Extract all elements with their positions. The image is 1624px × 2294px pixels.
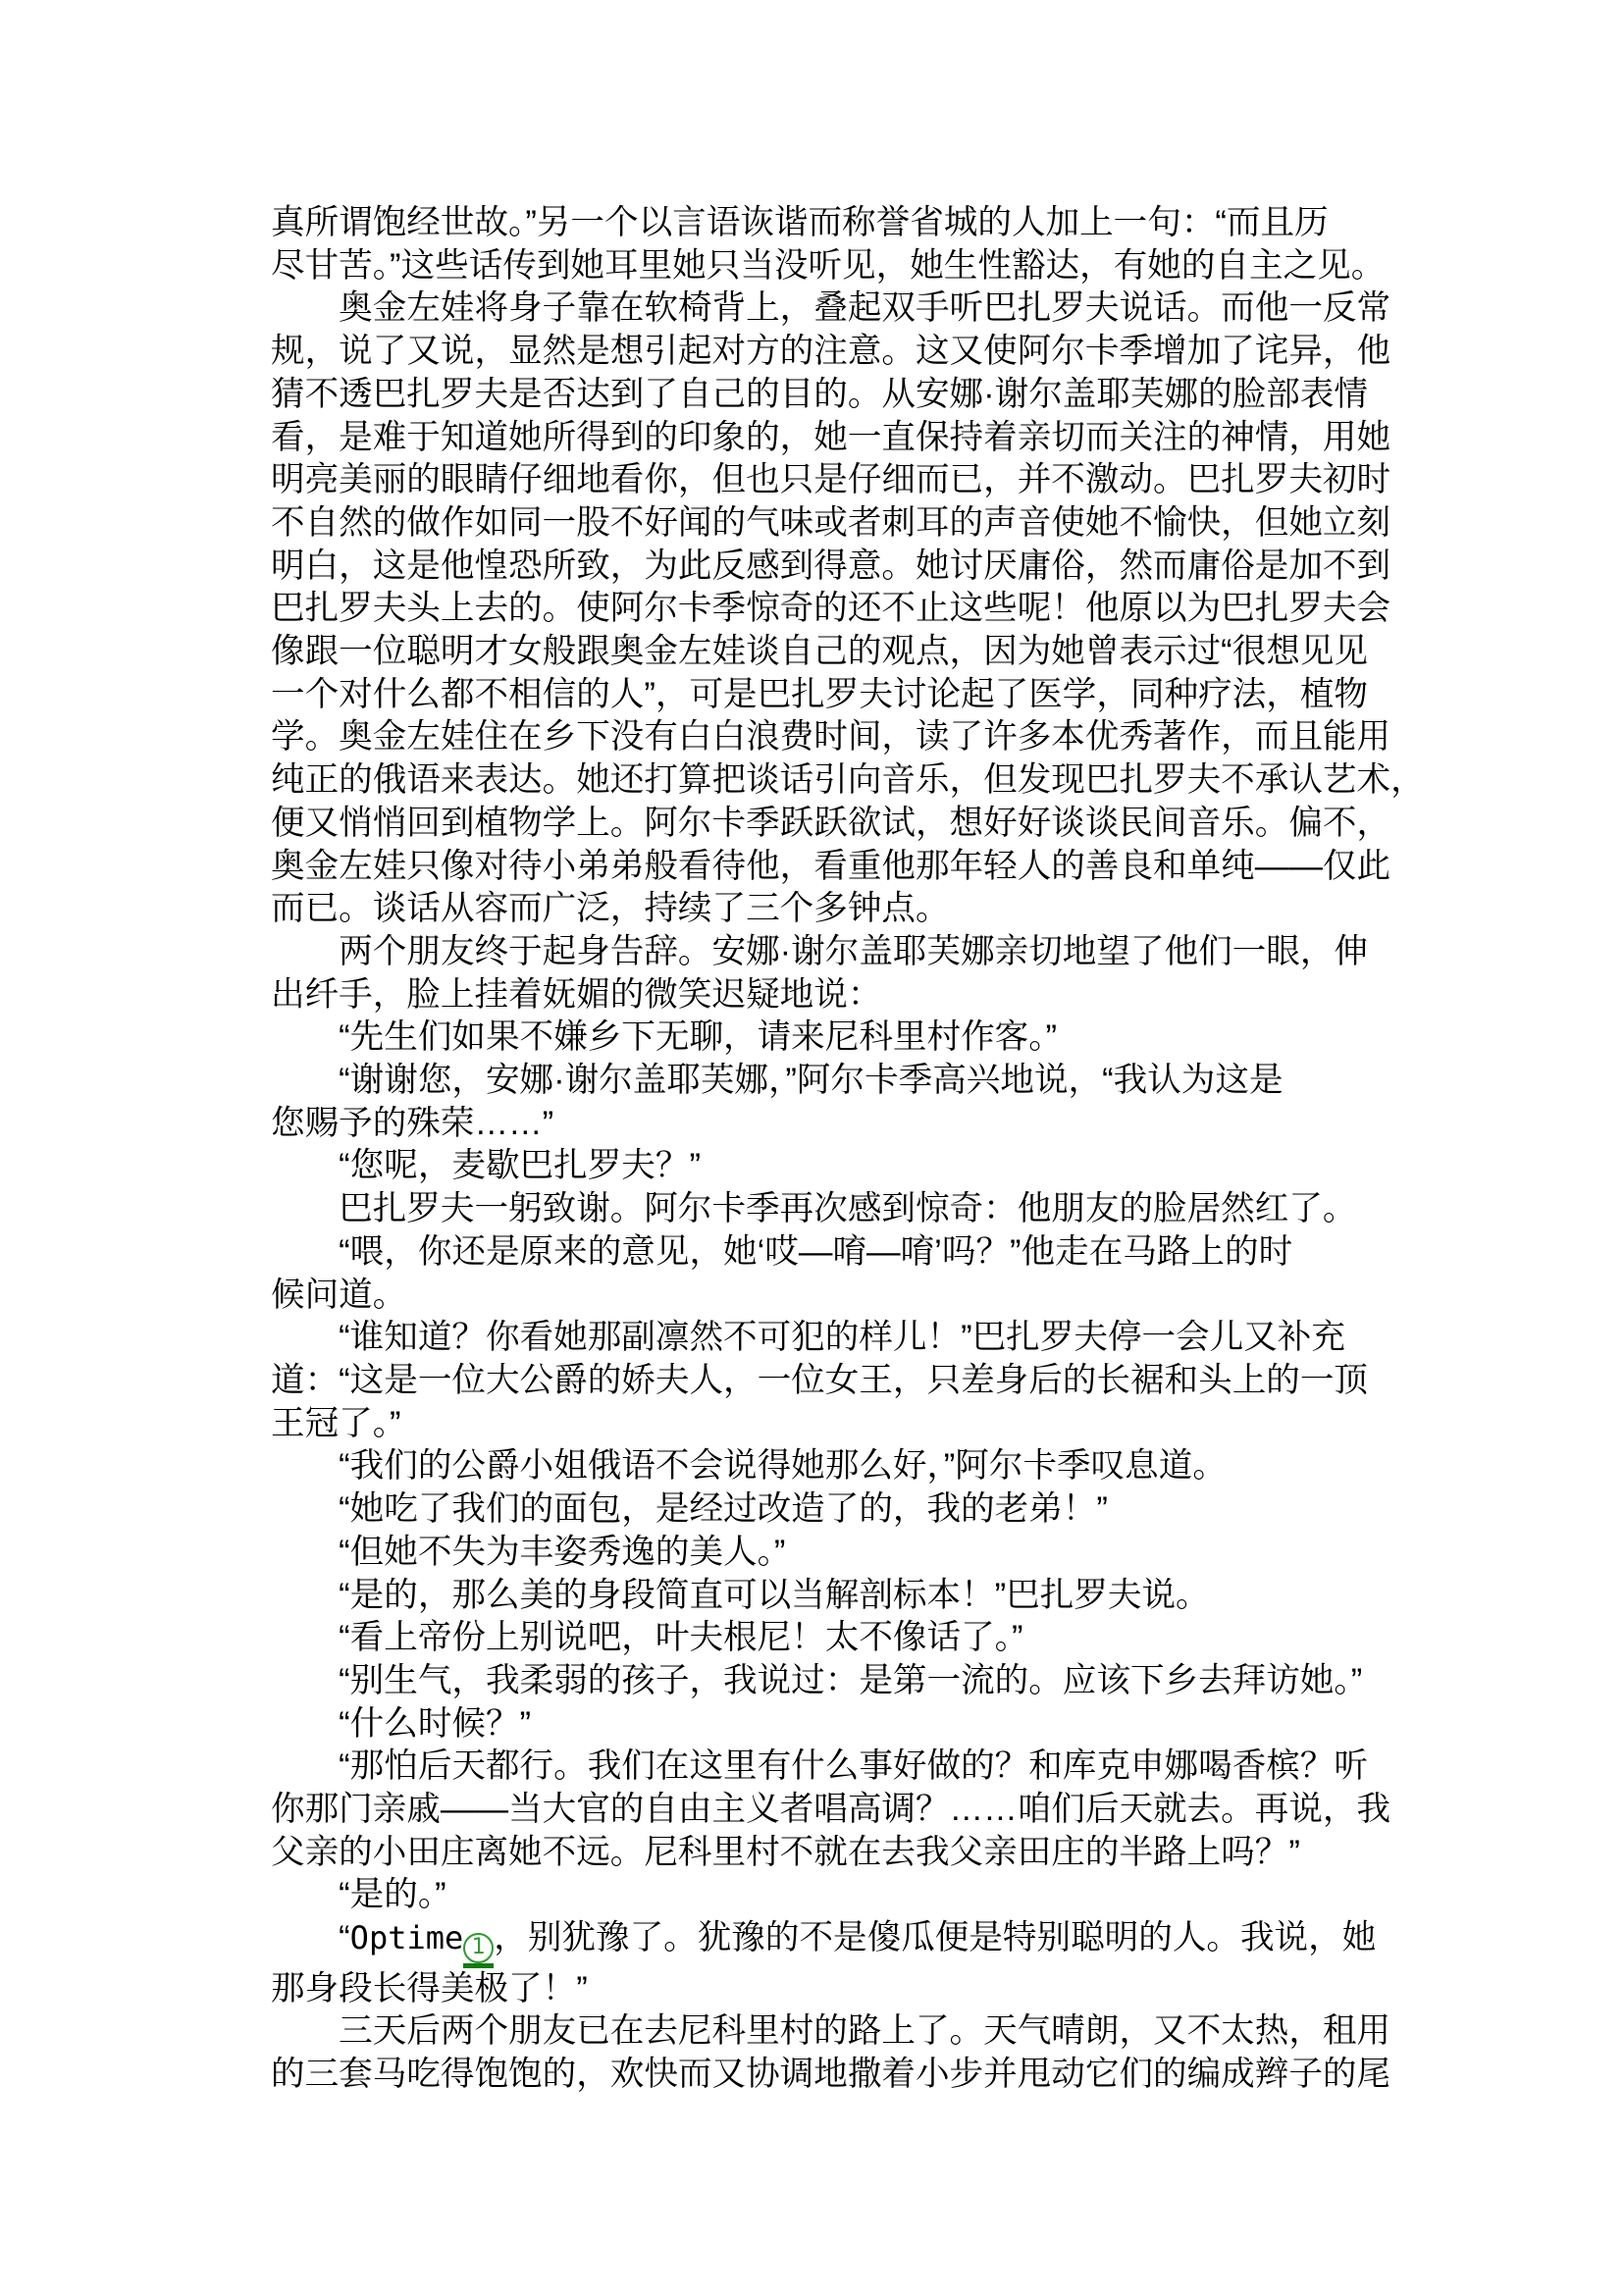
text-line: 候问道。: [271, 1276, 407, 1314]
text-line: 奥金左娃只像对待小弟弟般看待他，看重他那年轻人的善良和单纯——仅此: [271, 847, 1391, 885]
text-line: “谢谢您，安娜·谢尔盖耶芙娜，”阿尔卡季高兴地说，“我认为这是: [271, 1062, 1283, 1100]
text-line: 的三套马吃得饱饱的，欢快而又协调地撒着小步并甩动它们的编成辫子的尾: [271, 2056, 1391, 2094]
text-line: 明白，这是他惶恐所致，为此反感到得意。她讨厌庸俗，然而庸俗是加不到: [271, 547, 1391, 585]
footnote-marker-link[interactable]: 1: [463, 1933, 494, 1963]
text-line: 像跟一位聪明才女般跟奥金左娃谈自己的观点，因为她曾表示过“很想见见: [271, 633, 1369, 671]
text-line: 猜不透巴扎罗夫是否达到了自己的目的。从安娜·谢尔盖耶芙娜的脸部表情: [271, 375, 1369, 413]
text-line: 您赐予的殊荣……”: [271, 1104, 554, 1142]
text-line: 王冠了。”: [271, 1404, 401, 1442]
text-line: “您呢，麦歇巴扎罗夫？”: [271, 1147, 701, 1185]
text-line-with-footnote: [271, 1917, 1409, 1968]
latin-word: Optime: [349, 1919, 464, 1957]
text-line: 奥金左娃将身子靠在软椅背上，叠起双手听巴扎罗夫说话。而他一反常: [271, 289, 1391, 328]
text-line: “那怕后天都行。我们在这里有什么事好做的？和库克申娜喝香槟？听: [271, 1747, 1369, 1786]
footnote-ref: [463, 1933, 494, 1968]
text-line: 真所谓饱经世故。”另一个以言语诙谐而称誉省城的人加上一句：“而且历: [271, 204, 1329, 241]
text-line: 父亲的小田庄离她不远。尼科里村不就在去我父亲田庄的半路上吗？”: [271, 1833, 1300, 1871]
text-line: 那身段长得美极了！”: [271, 1969, 588, 2007]
text-line: “看上帝份上别说吧，叶夫根尼！太不像话了。”: [271, 1619, 1023, 1657]
text-line: 尽甘苦。”这些话传到她耳里她只当没听见，她生性豁达，有她的自主之见。: [271, 246, 1386, 285]
text-line: “她吃了我们的面包，是经过改造了的，我的老弟！”: [271, 1490, 1108, 1529]
dialogue-rest: ，别犹豫了。犹豫的不是傻瓜便是特别聪明的人。我说，她: [494, 1919, 1377, 1957]
text-line: “我们的公爵小姐俄语不会说得她那么好，”阿尔卡季叹息道。: [271, 1447, 1227, 1486]
text-line: 出纤手，脸上挂着妩媚的微笑迟疑地说：: [271, 975, 882, 1014]
text-line: “但她不失为丰姿秀逸的美人。”: [271, 1533, 786, 1571]
text-line: 三天后两个朋友已在去尼科里村的路上了。天气晴朗，又不太热，租用: [271, 2012, 1391, 2051]
text-line: 两个朋友终于起身告辞。安娜·谢尔盖耶芙娜亲切地望了他们一眼，伸: [271, 932, 1369, 970]
text-line: “先生们如果不嫌乡下无聊，请来尼科里村作客。”: [271, 1018, 1058, 1057]
text-line: “什么时候？”: [271, 1704, 532, 1743]
text-line: 巴扎罗夫头上去的。使阿尔卡季惊奇的还不止这些呢！他原以为巴扎罗夫会: [271, 590, 1391, 628]
text-line: 巴扎罗夫一躬致谢。阿尔卡季再次感到惊奇：他朋友的脸居然红了。: [271, 1190, 1357, 1228]
text-line: “喂，你还是原来的意见，她‘哎—唷—唷’吗？”他走在马路上的时: [271, 1232, 1293, 1271]
text-line: 纯正的俄语来表达。她还打算把谈话引向音乐，但发现巴扎罗夫不承认艺术，: [271, 761, 1425, 800]
text-line: 不自然的做作如同一股不好闻的气味或者刺耳的声音使她不愉快，但她立刻: [271, 503, 1391, 542]
text-line: 规，说了又说，显然是想引起对方的注意。这又使阿尔卡季增加了诧异，他: [271, 333, 1391, 371]
text-line: 学。奥金左娃住在乡下没有白白浪费时间，读了许多本优秀著作，而且能用: [271, 718, 1391, 756]
text-line: 而已。谈话从容而广泛，持续了三个多钟点。: [271, 890, 950, 928]
text-line: “别生气，我柔弱的孩子，我说过：是第一流的。应该下乡去拜访她。”: [271, 1661, 1363, 1699]
text-block: [271, 202, 1425, 2097]
text-line: “是的。”: [271, 1876, 446, 1914]
text-line: 道：“这是一位大公爵的娇夫人，一位女王，只差身后的长裾和头上的一顶: [271, 1361, 1369, 1399]
text-line: “是的，那么美的身段简直可以当解剖标本！”巴扎罗夫说。: [271, 1576, 1210, 1614]
text-line: 便又悄悄回到植物学上。阿尔卡季跃跃欲试，想好好谈谈民间音乐。偏不，: [271, 804, 1391, 842]
text-line: 明亮美丽的眼睛仔细地看你，但也只是仔细而已，并不激动。巴扎罗夫初时: [271, 461, 1391, 499]
text-line: 你那门亲戚——当大官的自由主义者唱高调？……咱们后天就去。再说，我: [271, 1791, 1391, 1829]
text-line: 一个对什么都不相信的人”，可是巴扎罗夫讨论起了医学，同种疗法，植物: [271, 675, 1369, 713]
dialogue-open: “: [271, 1919, 350, 1957]
text-line: “谁知道？你看她那副凛然不可犯的样儿！”巴扎罗夫停一会儿又补充: [271, 1319, 1345, 1357]
text-line: 看，是难于知道她所得到的印象的，她一直保持着亲切而关注的神情，用她: [271, 418, 1391, 456]
